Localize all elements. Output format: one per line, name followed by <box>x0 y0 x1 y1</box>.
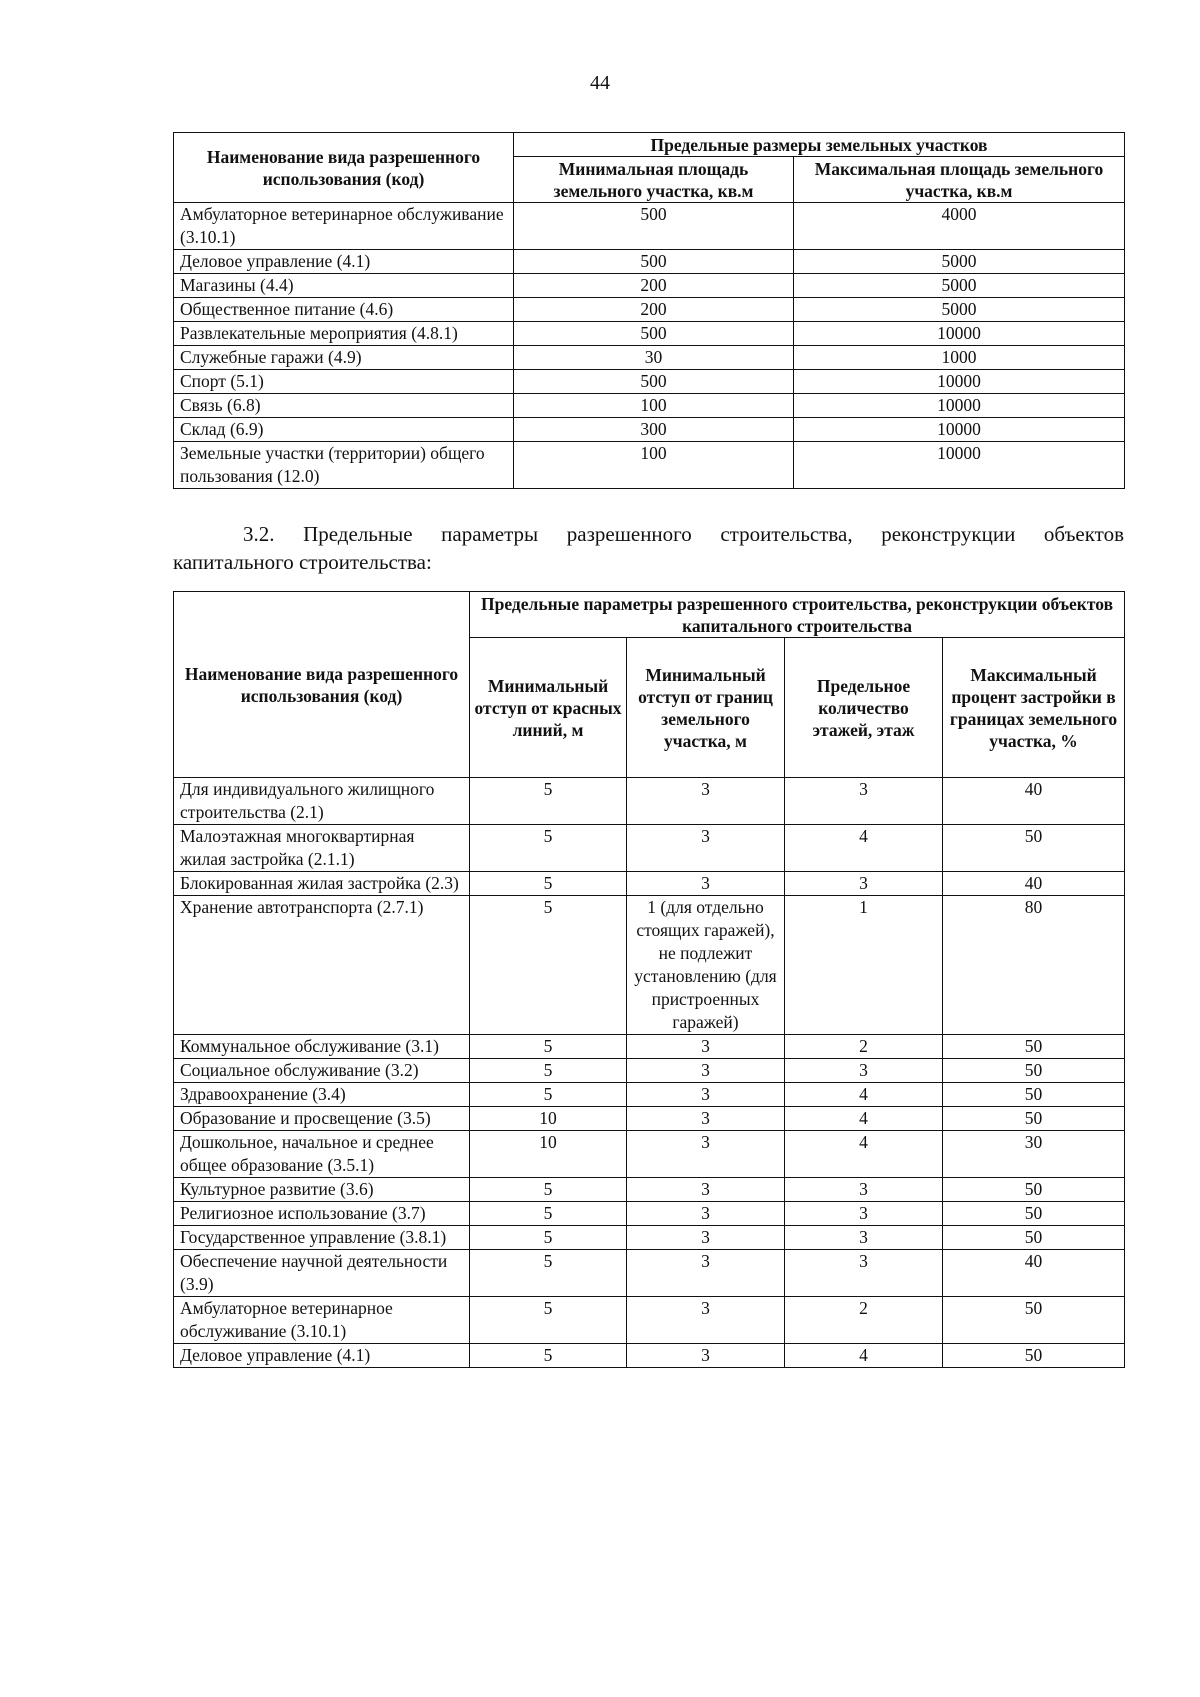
floor-limit-cell: 4 <box>785 1131 943 1178</box>
use-type-cell: Образование и просвещение (3.5) <box>174 1107 470 1131</box>
table-row <box>174 825 1125 872</box>
header-max-coverage: Максимальный процент застройки в границах земельного участка, % <box>943 638 1125 778</box>
paragraph-line-1: 3.2. Предельные параметры разрешенного строительства, реконструкции объектов <box>243 522 1124 546</box>
table-row <box>174 442 1125 489</box>
floor-limit-cell: 4 <box>785 1083 943 1107</box>
boundary-setback-cell: 3 <box>627 1344 785 1368</box>
boundary-setback-cell: 3 <box>627 1131 785 1178</box>
section-paragraph <box>173 520 1124 576</box>
use-type-cell: Спорт (5.1) <box>174 370 514 394</box>
max-coverage-cell: 50 <box>943 1035 1125 1059</box>
max-area-cell: 1000 <box>794 346 1125 370</box>
land-plot-size-table <box>173 132 1125 489</box>
table-row <box>174 778 1125 825</box>
table1-body <box>174 203 1125 489</box>
boundary-setback-cell: 3 <box>627 1202 785 1226</box>
use-type-cell: Хранение автотранспорта (2.7.1) <box>174 896 470 1035</box>
table-row <box>174 298 1125 322</box>
min-area-cell: 500 <box>514 322 794 346</box>
max-area-cell: 10000 <box>794 322 1125 346</box>
use-type-cell: Служебные гаражи (4.9) <box>174 346 514 370</box>
use-type-cell: Склад (6.9) <box>174 418 514 442</box>
boundary-setback-cell: 3 <box>627 1297 785 1344</box>
header-min-area: Минимальная площадь земельного участка, кв.м <box>514 157 794 203</box>
min-area-cell: 200 <box>514 274 794 298</box>
table-row <box>174 1178 1125 1202</box>
use-type-cell: Амбулаторное ветеринарное обслуживание (3.10.1) <box>174 1297 470 1344</box>
min-area-cell: 100 <box>514 394 794 418</box>
table-row <box>174 1202 1125 1226</box>
table-row <box>174 322 1125 346</box>
red-line-setback-cell: 5 <box>470 778 627 825</box>
red-line-setback-cell: 5 <box>470 1035 627 1059</box>
use-type-cell: Культурное развитие (3.6) <box>174 1178 470 1202</box>
max-coverage-cell: 40 <box>943 1250 1125 1297</box>
max-coverage-cell: 50 <box>943 825 1125 872</box>
boundary-setback-cell: 3 <box>627 778 785 825</box>
table-row <box>174 1107 1125 1131</box>
use-type-cell: Здравоохранение (3.4) <box>174 1083 470 1107</box>
use-type-cell: Блокированная жилая застройка (2.3) <box>174 872 470 896</box>
boundary-setback-cell: 3 <box>627 1107 785 1131</box>
boundary-setback-cell: 3 <box>627 1035 785 1059</box>
max-coverage-cell: 50 <box>943 1297 1125 1344</box>
red-line-setback-cell: 5 <box>470 1202 627 1226</box>
max-area-cell: 5000 <box>794 250 1125 274</box>
red-line-setback-cell: 5 <box>470 872 627 896</box>
floor-limit-cell: 2 <box>785 1297 943 1344</box>
max-coverage-cell: 50 <box>943 1226 1125 1250</box>
table-row <box>174 274 1125 298</box>
boundary-setback-cell: 3 <box>627 872 785 896</box>
red-line-setback-cell: 5 <box>470 1250 627 1297</box>
boundary-setback-cell: 3 <box>627 1083 785 1107</box>
floor-limit-cell: 3 <box>785 1202 943 1226</box>
max-area-cell: 4000 <box>794 203 1125 250</box>
table-row <box>174 1226 1125 1250</box>
table-row <box>174 896 1125 1035</box>
floor-limit-cell: 3 <box>785 778 943 825</box>
header-floor-limit: Предельное количество этажей, этаж <box>785 638 943 778</box>
min-area-cell: 500 <box>514 250 794 274</box>
page-number: 44 <box>590 72 610 94</box>
red-line-setback-cell: 10 <box>470 1107 627 1131</box>
use-type-cell: Земельные участки (территории) общего пользования (12.0) <box>174 442 514 489</box>
use-type-cell: Амбулаторное ветеринарное обслуживание (3.10.1) <box>174 203 514 250</box>
use-type-cell: Государственное управление (3.8.1) <box>174 1226 470 1250</box>
floor-limit-cell: 3 <box>785 1059 943 1083</box>
construction-parameters-table <box>173 591 1125 1368</box>
header-red-line-setback: Минимальный отступ от красных линий, м <box>470 638 627 778</box>
max-coverage-cell: 50 <box>943 1178 1125 1202</box>
use-type-cell: Связь (6.8) <box>174 394 514 418</box>
floor-limit-cell: 2 <box>785 1035 943 1059</box>
table-row <box>174 1059 1125 1083</box>
min-area-cell: 300 <box>514 418 794 442</box>
boundary-setback-cell: 3 <box>627 1059 785 1083</box>
floor-limit-cell: 4 <box>785 825 943 872</box>
use-type-cell: Религиозное использование (3.7) <box>174 1202 470 1226</box>
paragraph-line-2: капитального строительства: <box>173 550 432 574</box>
header-use-type: Наименование вида разрешенного использования (код) <box>174 133 514 203</box>
min-area-cell: 100 <box>514 442 794 489</box>
red-line-setback-cell: 5 <box>470 1297 627 1344</box>
header-use-type: Наименование вида разрешенного использования (код) <box>174 592 470 778</box>
floor-limit-cell: 3 <box>785 1250 943 1297</box>
floor-limit-cell: 3 <box>785 1226 943 1250</box>
boundary-setback-cell: 3 <box>627 1250 785 1297</box>
table-row <box>174 1035 1125 1059</box>
min-area-cell: 200 <box>514 298 794 322</box>
header-max-area: Максимальная площадь земельного участка, кв.м <box>794 157 1125 203</box>
use-type-cell: Общественное питание (4.6) <box>174 298 514 322</box>
table-row <box>174 394 1125 418</box>
table-row <box>174 1083 1125 1107</box>
red-line-setback-cell: 5 <box>470 825 627 872</box>
table-row <box>174 1250 1125 1297</box>
min-area-cell: 500 <box>514 370 794 394</box>
use-type-cell: Деловое управление (4.1) <box>174 250 514 274</box>
max-coverage-cell: 50 <box>943 1059 1125 1083</box>
use-type-cell: Социальное обслуживание (3.2) <box>174 1059 470 1083</box>
table-row <box>174 1131 1125 1178</box>
max-coverage-cell: 40 <box>943 872 1125 896</box>
red-line-setback-cell: 5 <box>470 1059 627 1083</box>
use-type-cell: Деловое управление (4.1) <box>174 1344 470 1368</box>
table2-body <box>174 778 1125 1368</box>
red-line-setback-cell: 5 <box>470 896 627 1035</box>
header-plot-size-group: Предельные размеры земельных участков <box>514 133 1125 157</box>
max-coverage-cell: 80 <box>943 896 1125 1035</box>
use-type-cell: Дошкольное, начальное и среднее общее образование (3.5.1) <box>174 1131 470 1178</box>
min-area-cell: 500 <box>514 203 794 250</box>
table-row <box>174 1297 1125 1344</box>
red-line-setback-cell: 5 <box>470 1083 627 1107</box>
use-type-cell: Магазины (4.4) <box>174 274 514 298</box>
boundary-setback-cell: 3 <box>627 1178 785 1202</box>
table-row <box>174 370 1125 394</box>
max-coverage-cell: 50 <box>943 1344 1125 1368</box>
red-line-setback-cell: 10 <box>470 1131 627 1178</box>
use-type-cell: Развлекательные мероприятия (4.8.1) <box>174 322 514 346</box>
table-row <box>174 1344 1125 1368</box>
floor-limit-cell: 4 <box>785 1344 943 1368</box>
max-area-cell: 5000 <box>794 298 1125 322</box>
max-coverage-cell: 50 <box>943 1107 1125 1131</box>
red-line-setback-cell: 5 <box>470 1344 627 1368</box>
min-area-cell: 30 <box>514 346 794 370</box>
floor-limit-cell: 1 <box>785 896 943 1035</box>
header-parameters-group: Предельные параметры разрешенного строительства, реконструкции объектов капитального строительства <box>470 592 1125 638</box>
max-area-cell: 10000 <box>794 418 1125 442</box>
red-line-setback-cell: 5 <box>470 1178 627 1202</box>
max-coverage-cell: 50 <box>943 1202 1125 1226</box>
max-area-cell: 10000 <box>794 394 1125 418</box>
table-row <box>174 418 1125 442</box>
table-row <box>174 250 1125 274</box>
max-area-cell: 10000 <box>794 442 1125 489</box>
use-type-cell: Обеспечение научной деятельности (3.9) <box>174 1250 470 1297</box>
max-coverage-cell: 30 <box>943 1131 1125 1178</box>
use-type-cell: Малоэтажная многоквартирная жилая застройка (2.1.1) <box>174 825 470 872</box>
table-row <box>174 872 1125 896</box>
header-boundary-setback: Минимальный отступ от границ земельного участка, м <box>627 638 785 778</box>
use-type-cell: Для индивидуального жилищного строительства (2.1) <box>174 778 470 825</box>
boundary-setback-cell: 3 <box>627 825 785 872</box>
floor-limit-cell: 3 <box>785 1178 943 1202</box>
table-row <box>174 203 1125 250</box>
boundary-setback-cell: 3 <box>627 1226 785 1250</box>
red-line-setback-cell: 5 <box>470 1226 627 1250</box>
use-type-cell: Коммунальное обслуживание (3.1) <box>174 1035 470 1059</box>
max-coverage-cell: 40 <box>943 778 1125 825</box>
table-row <box>174 346 1125 370</box>
max-area-cell: 10000 <box>794 370 1125 394</box>
max-area-cell: 5000 <box>794 274 1125 298</box>
floor-limit-cell: 4 <box>785 1107 943 1131</box>
max-coverage-cell: 50 <box>943 1083 1125 1107</box>
floor-limit-cell: 3 <box>785 872 943 896</box>
boundary-setback-cell: 1 (для отдельно стоящих гаражей), не подлежит установлению (для пристроенных гаражей) <box>627 896 785 1035</box>
